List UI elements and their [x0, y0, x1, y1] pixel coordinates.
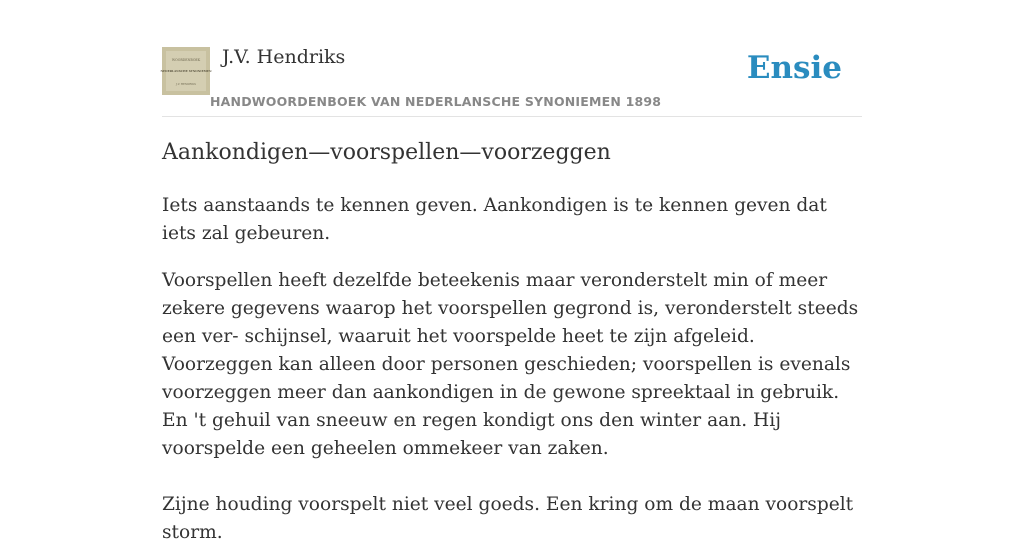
article-paragraph: Iets aanstaands te kennen geven. Aankondigen is te kennen geven dat iets zal gebeuren. — [162, 195, 827, 244]
book-cover-icon — [162, 47, 210, 95]
avatar-line-1: WOORDENBOEK — [171, 58, 201, 62]
avatar-line-2: NEDERLANSCHE SYNONIEMEN — [160, 69, 212, 73]
article-paragraph: Voorspellen heeft dezelfde beteekenis maar veronderstelt min of meer zekere gegevens waarop het voorspellen gegrond is, veronderstelt steeds een ver- schijnsel, waaruit het voorspelde heet te zijn afgeleid. Voorzeggen kan alleen door personen geschieden; voorspellen is evenals voorzeggen meer dan aankondigen in de gewone spreektaal in gebruik. En 't gehuil van sneeuw en regen kondigt ons den winter aan. Hij voorspelde een geheelen ommekeer van zaken. — [162, 270, 859, 459]
page-title: Aankondigen—voorspellen—voorzeggen — [162, 140, 611, 165]
article-paragraph: Zijne houding voorspelt niet veel goeds. Een kring om de maan voorspelt storm. — [162, 494, 854, 543]
header — [162, 40, 862, 117]
author-avatar[interactable] — [162, 47, 210, 95]
article-body — [162, 192, 862, 547]
author-name[interactable]: J.V. Hendriks — [222, 46, 346, 68]
source-title[interactable]: HANDWOORDENBOEK VAN NEDERLANSCHE SYNONIEMEN 1898 — [210, 94, 662, 109]
brand-logo[interactable]: Ensie — [746, 50, 842, 86]
avatar-line-3: J.V. HENDRIKS — [176, 83, 196, 86]
